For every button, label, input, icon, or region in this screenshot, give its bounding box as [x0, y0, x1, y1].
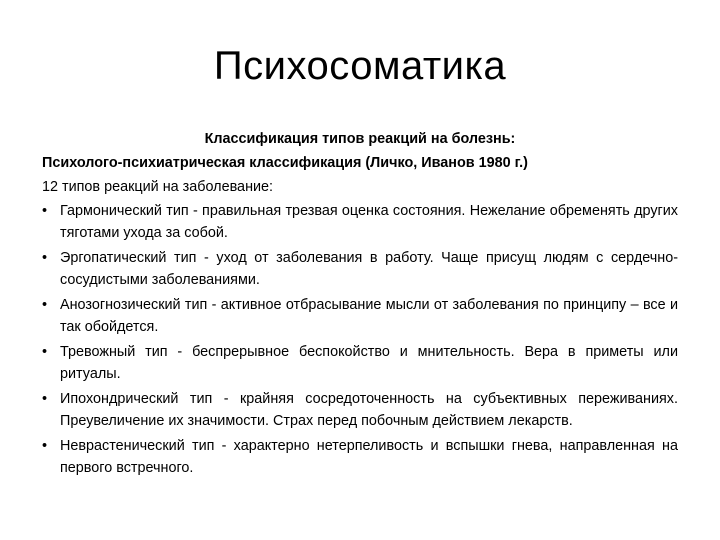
slide-title: Психосоматика [213, 44, 507, 88]
list-item [42, 388, 678, 432]
bullet-text: Анозогнозический тип - активное отбрасывание мысли от заболевания по принципу – все и так обойдется. [60, 297, 678, 335]
bullet-text: Ипохондрический тип - крайняя сосредоточенность на субъективных переживаниях. Преувеличение их значимости. Страх перед побочным действием лекарств. [60, 391, 678, 429]
bullet-icon: • [42, 344, 48, 360]
bullet-text: Неврастенический тип - характерно нетерпеливость и вспышки гнева, направленная на первого встречного. [60, 438, 678, 476]
bullet-icon: • [42, 391, 48, 407]
bullet-icon: • [42, 438, 48, 454]
list-item [42, 247, 678, 291]
bullet-text: Тревожный тип - беспрерывное беспокойство и мнительность. Вера в приметы или ритуалы. [60, 344, 678, 382]
bullet-text: Эргопатический тип - уход от заболевания в работу. Чаще присущ людям с сердечно-сосудистыми заболеваниями. [60, 250, 678, 288]
list-item [42, 435, 678, 479]
list-item [42, 200, 678, 244]
intro-text: 12 типов реакций на заболевание: [42, 179, 274, 195]
slide-subtitle: Классификация типов реакций на болезнь: [204, 131, 516, 147]
classification-heading: Психолого-психиатрическая классификация (Личко, Иванов 1980 г.) [42, 155, 528, 171]
bullet-icon: • [42, 297, 48, 313]
slide-content [42, 128, 678, 482]
bullet-icon: • [42, 203, 48, 219]
bullet-list [42, 200, 678, 479]
list-item [42, 341, 678, 385]
bullet-text: Гармонический тип - правильная трезвая оценка состояния. Нежелание обременять других тяготами ухода за собой. [60, 203, 678, 241]
list-item [42, 294, 678, 338]
bullet-icon: • [42, 250, 48, 266]
